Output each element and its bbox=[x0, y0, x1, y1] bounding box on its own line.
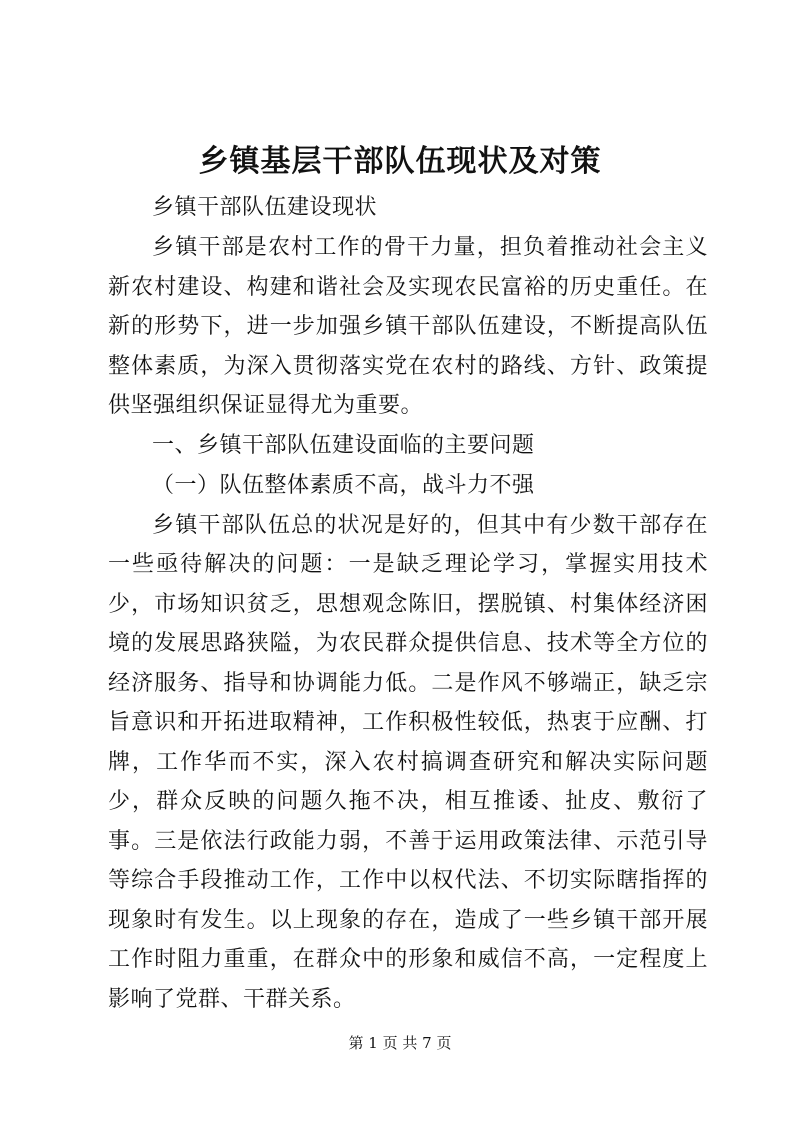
document-body bbox=[108, 188, 708, 1019]
intro-paragraph: 乡镇干部是农村工作的骨干力量，担负着推动社会主义新农村建设、构建和谐社会及实现农民富裕的历史重任。在新的形势下，进一步加强乡镇干部队伍建设，不断提高队伍整体素质，为深入贯彻落实党在农村的路线、方针、政策提供坚强组织保证显得尤为重要。 bbox=[108, 235, 708, 418]
document-title: 乡镇基层干部队伍现状及对策 bbox=[198, 144, 602, 179]
body-paragraph: 乡镇干部队伍总的状况是好的，但其中有少数干部存在一些亟待解决的问题：一是缺乏理论学习，掌握实用技术少，市场知识贫乏，思想观念陈旧，摆脱镇、村集体经济困境的发展思路狭隘，为农民群众提供信息、技术等全方位的经济服务、指导和协调能力低。二是作风不够端正，缺乏宗旨意识和开拓进取精神，工作积极性较低，热衷于应酬、打牌，工作华而不实，深入农村搞调查研究和解决实际问题少，群众反映的问题久拖不决，相互推诿、扯皮、敷衍了事。三是依法行政能力弱，不善于运用政策法律、示范引导等综合手段推动工作，工作中以权代法、不切实际瞎指挥的现象时有发生。以上现象的存在，造成了一些乡镇干部开展工作时阻力重重，在群众中的形象和威信不高，一定程度上影响了党群、干群关系。 bbox=[108, 512, 708, 1012]
page-number-footer: 第 1 页 共 7 页 bbox=[348, 1034, 452, 1052]
sub-one-heading: （一）队伍整体素质不高，战斗力不强 bbox=[152, 472, 535, 498]
part-one-heading: 一、乡镇干部队伍建设面临的主要问题 bbox=[152, 432, 535, 458]
section-heading: 乡镇干部队伍建设现状 bbox=[152, 195, 378, 220]
